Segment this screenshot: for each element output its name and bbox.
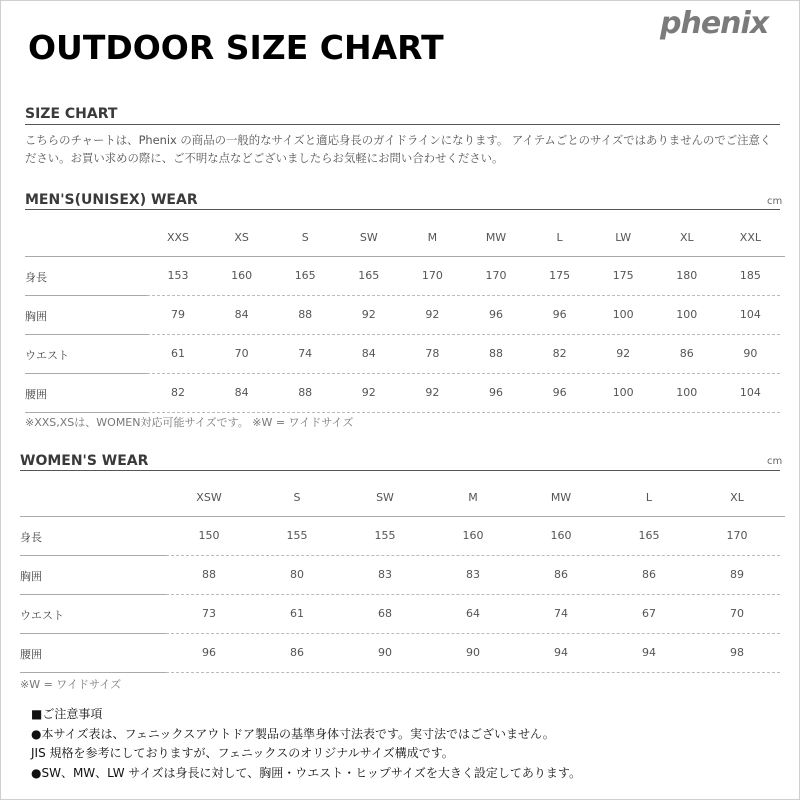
footer-note-heading: ■ご注意事項 [31, 707, 103, 721]
mens-heading: MEN'S(UNISEX) WEAR [25, 192, 198, 208]
womens-row-rule [20, 672, 166, 673]
mens-table-cell: 88 [298, 308, 313, 321]
womens-table-cell: 155 [374, 529, 396, 542]
mens-table-cell: 92 [361, 308, 376, 321]
womens-row-rule [20, 594, 166, 595]
womens-table-cell: 94 [554, 646, 568, 659]
womens-table-cell: 80 [290, 568, 304, 581]
womens-table-cell: 96 [202, 646, 216, 659]
womens-table-cell: 67 [642, 607, 656, 620]
womens-table-cell: 74 [554, 607, 568, 620]
footer-note-1: ●本サイズ表は、フェニックスアウトドア製品の基準身体寸法表です。実寸法ではございません。 [31, 726, 555, 741]
womens-col-header: SW [376, 491, 394, 504]
mens-col-header: S [301, 231, 309, 244]
mens-table-cell: 96 [552, 308, 567, 321]
mens-table-cell: 100 [676, 308, 698, 321]
womens-table-cell: 150 [198, 529, 220, 542]
womens-table-cell: 83 [466, 568, 480, 581]
womens-header-rule [20, 516, 785, 517]
size-chart-divider [25, 124, 780, 125]
womens-col-header: MW [550, 491, 572, 504]
mens-header-rule [25, 256, 785, 257]
womens-row-rule [20, 633, 166, 634]
mens-col-header: L [556, 231, 563, 244]
mens-size-table [25, 220, 785, 415]
womens-col-header: XSW [196, 491, 222, 504]
mens-col-header: SW [359, 231, 378, 244]
womens-table-cell: 98 [730, 646, 744, 659]
womens-row-rule [20, 555, 166, 556]
mens-row-divider [147, 334, 780, 335]
womens-note: ※W = ワイドサイズ [20, 678, 122, 691]
mens-note: ※XXS,XSは、WOMEN対応可能サイズです。 ※W = ワイドサイズ [25, 416, 354, 429]
page-title: OUTDOOR SIZE CHART [28, 28, 444, 67]
mens-col-header: M [427, 231, 438, 244]
womens-table-cell: 90 [466, 646, 480, 659]
womens-table-cell: 165 [638, 529, 660, 542]
womens-col-header: S [293, 491, 301, 504]
mens-table-cell: 165 [294, 269, 316, 282]
womens-table-cell: 86 [554, 568, 568, 581]
mens-row-divider [147, 295, 780, 296]
mens-table-cell: 86 [679, 347, 694, 360]
mens-table-cell: 153 [167, 269, 189, 282]
mens-col-header: LW [615, 231, 632, 244]
mens-table-cell: 82 [552, 347, 567, 360]
mens-row-divider [147, 412, 780, 413]
womens-col-header: L [645, 491, 653, 504]
mens-col-header: MW [485, 231, 507, 244]
mens-row-label: 身長 [25, 271, 47, 284]
womens-table-cell: 94 [642, 646, 656, 659]
mens-col-header: XXS [166, 231, 190, 244]
mens-table-cell: 88 [298, 386, 313, 399]
mens-table-cell: 96 [489, 386, 503, 399]
mens-table-cell: 61 [171, 347, 185, 360]
womens-heading: WOMEN'S WEAR [20, 453, 149, 469]
mens-table-cell: 170 [485, 269, 507, 282]
womens-table-cell: 73 [202, 607, 216, 620]
description-line-2: ださい。お買い求めの際に、ご不明な点などございましたらお気軽にお問い合わせください。 [25, 151, 504, 165]
womens-row-divider [166, 555, 780, 556]
womens-table-cell: 83 [378, 568, 392, 581]
mens-table-cell: 100 [676, 386, 698, 399]
womens-col-header: M [468, 491, 478, 504]
womens-table-cell: 90 [378, 646, 392, 659]
mens-col-header: XXL [739, 231, 761, 244]
mens-col-header: XL [679, 231, 694, 244]
mens-table-cell: 100 [612, 308, 634, 321]
mens-row-rule [25, 412, 147, 413]
womens-row-divider [166, 594, 780, 595]
womens-table-cell: 160 [462, 529, 484, 542]
mens-row-label: 胸囲 [25, 310, 47, 323]
womens-row-label: 胸囲 [20, 570, 42, 583]
mens-table-cell: 104 [739, 386, 761, 399]
mens-table-cell: 175 [612, 269, 634, 282]
mens-divider [25, 209, 780, 210]
mens-table-cell: 84 [361, 347, 376, 360]
womens-row-divider [166, 672, 780, 673]
mens-table-cell: 165 [358, 269, 380, 282]
mens-row-divider [147, 373, 780, 374]
womens-table-cell: 88 [202, 568, 216, 581]
womens-table-cell: 89 [730, 568, 744, 581]
mens-table-cell: 92 [616, 347, 631, 360]
mens-table-cell: 90 [743, 347, 758, 360]
description-line-1: こちらのチャートは、Phenix の商品の一般的なサイズと適応身長のガイドラインになります。 アイテムごとのサイズではありませんのでご注意く [25, 133, 772, 147]
mens-table-cell: 104 [739, 308, 761, 321]
mens-table-cell: 88 [489, 347, 503, 360]
mens-row-rule [25, 373, 147, 374]
mens-col-header: XS [234, 231, 249, 244]
footer-notes [31, 705, 581, 783]
mens-table-cell: 78 [425, 347, 440, 360]
mens-unit: cm [767, 196, 783, 207]
womens-table-cell: 64 [466, 607, 480, 620]
mens-row-rule [25, 295, 147, 296]
womens-table-cell: 68 [378, 607, 392, 620]
womens-row-label: 身長 [20, 531, 42, 544]
womens-table-cell: 61 [290, 607, 304, 620]
womens-divider [20, 470, 780, 471]
womens-table-cell: 86 [290, 646, 304, 659]
mens-table-cell: 180 [676, 269, 698, 282]
size-chart-heading: SIZE CHART [25, 106, 118, 122]
mens-table-cell: 70 [234, 347, 249, 360]
mens-table-cell: 185 [739, 269, 761, 282]
footer-note-3: ●SW、MW、LW サイズは身長に対して、胸囲・ウエスト・ヒップサイズを大きく設定してあります。 [31, 765, 581, 780]
mens-table-cell: 92 [425, 386, 440, 399]
mens-table-cell: 84 [234, 308, 249, 321]
womens-unit: cm [767, 456, 783, 467]
size-chart-description [25, 131, 785, 167]
womens-table-cell: 170 [726, 529, 748, 542]
mens-table-cell: 170 [421, 269, 443, 282]
mens-row-rule [25, 334, 147, 335]
mens-table-cell: 92 [361, 386, 376, 399]
mens-table-cell: 96 [489, 308, 503, 321]
mens-table-cell: 100 [612, 386, 634, 399]
womens-col-header: XL [730, 491, 744, 504]
mens-table-cell: 84 [234, 386, 249, 399]
footer-note-2: JIS 規格を参考にしておりますが、フェニックスのオリジナルサイズ構成です。 [31, 746, 454, 760]
mens-table-cell: 160 [231, 269, 253, 282]
womens-row-label: 腰囲 [20, 648, 42, 661]
mens-table-cell: 79 [171, 308, 185, 321]
mens-table-cell: 175 [549, 269, 571, 282]
brand-logo: phenix [660, 6, 769, 41]
mens-table-cell: 96 [552, 386, 567, 399]
womens-table-cell: 70 [730, 607, 744, 620]
womens-table-cell: 160 [550, 529, 572, 542]
womens-table-cell: 86 [642, 568, 656, 581]
mens-table-cell: 74 [298, 347, 313, 360]
womens-size-table [20, 480, 785, 675]
mens-table-cell: 82 [171, 386, 185, 399]
mens-row-label: ウエスト [25, 349, 69, 362]
womens-row-label: ウエスト [20, 609, 64, 622]
mens-table-cell: 92 [425, 308, 440, 321]
womens-row-divider [166, 633, 780, 634]
womens-table-cell: 155 [286, 529, 308, 542]
mens-row-label: 腰囲 [25, 388, 47, 401]
